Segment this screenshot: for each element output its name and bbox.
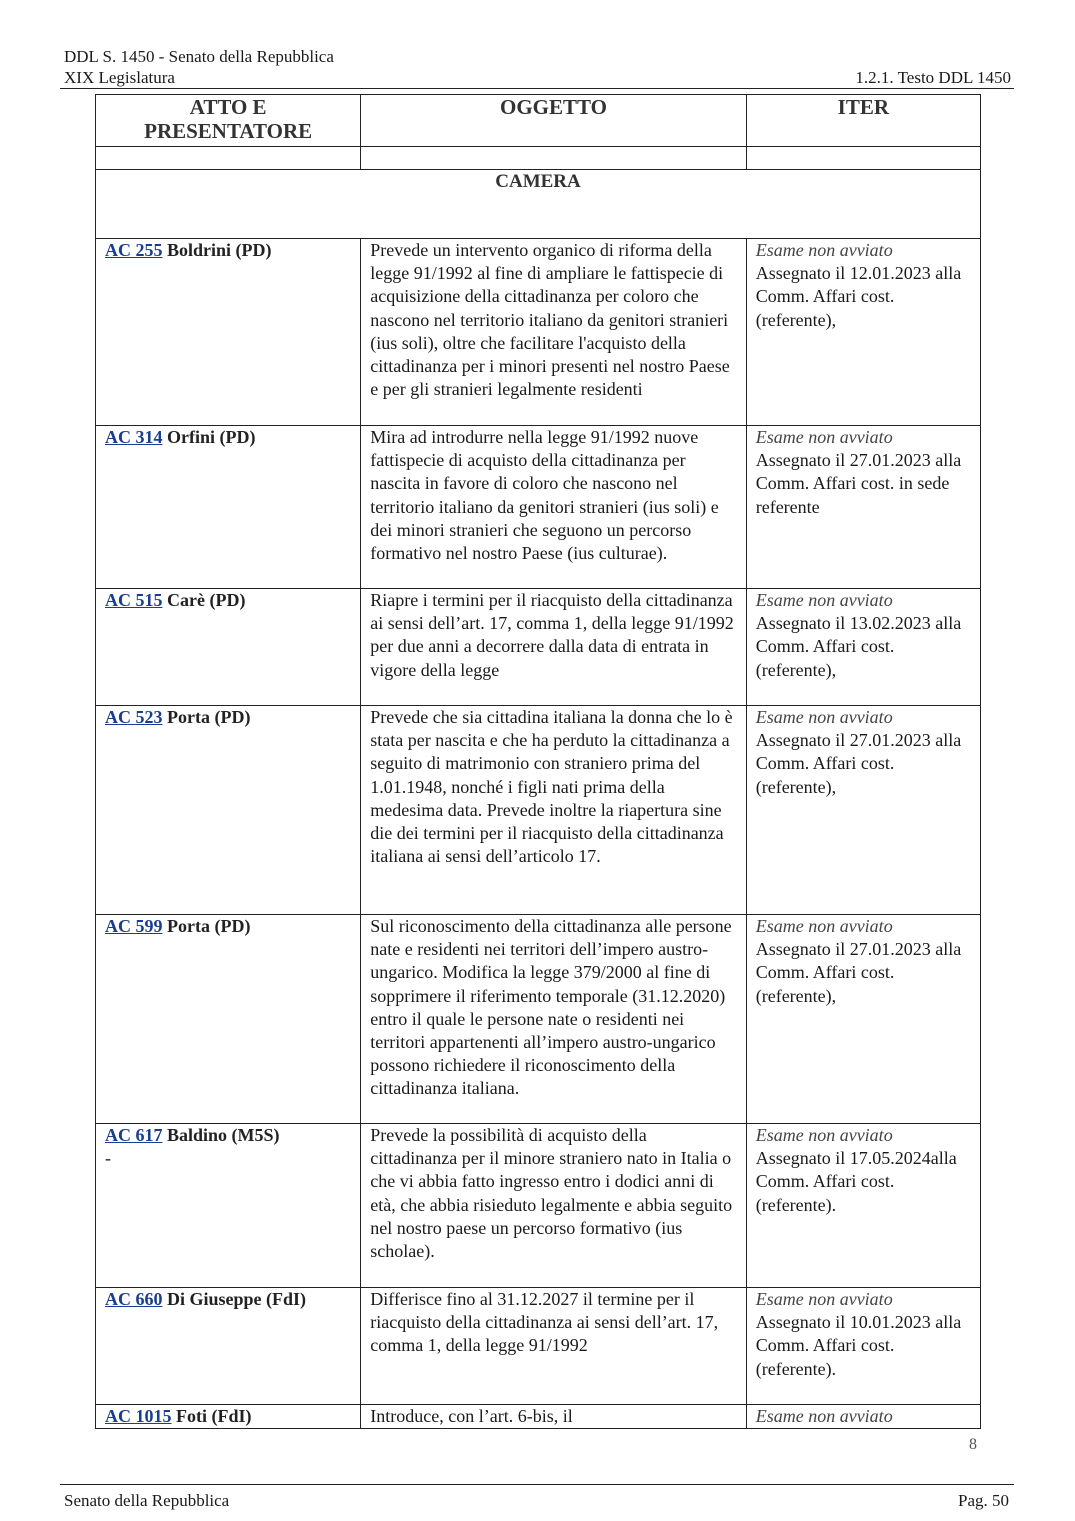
presenter: Porta (PD) — [167, 707, 251, 727]
act-link[interactable]: AC 314 — [105, 427, 163, 447]
act-link[interactable]: AC 255 — [105, 240, 163, 260]
iter-cell — [746, 915, 980, 1124]
table-row — [96, 1405, 981, 1429]
table-row — [96, 589, 981, 706]
iter-text: Assegnato il 17.05.2024alla Comm. Affari cost. (referente). — [755, 1148, 957, 1215]
oggetto-cell: Prevede che sia cittadina italiana la donna che lo è stata per nascita e che ha perduto la cittadinanza a seguito di matrimonio con straniero prima del 1.01.1948, nonché i figli nati prima della medesima data. Prevede inoltre la riapertura sine die dei termini per il riacquisto della cittadinanza italiana ai sensi dell’articolo 17. — [361, 706, 746, 915]
column-header-oggetto: OGGETTO — [361, 95, 746, 147]
footer-divider — [60, 1484, 1014, 1485]
column-header-atto: ATTO E PRESENTATORE — [96, 95, 361, 147]
table-row — [96, 1124, 981, 1288]
act-link[interactable]: AC 1015 — [105, 1406, 172, 1426]
footer-page: Pag. 50 — [958, 1491, 1009, 1510]
presenter: Boldrini (PD) — [167, 240, 272, 260]
header-legislature: XIX Legislatura — [64, 68, 175, 87]
footer-source: Senato della Repubblica — [64, 1491, 230, 1510]
table-header-row — [96, 95, 981, 147]
iter-text: Assegnato il 10.01.2023 alla Comm. Affari cost. (referente). — [755, 1312, 962, 1379]
presenter: Porta (PD) — [167, 916, 251, 936]
presenter-note: - — [105, 1148, 111, 1169]
section-row — [96, 170, 981, 239]
table-row — [96, 239, 981, 426]
oggetto-cell: Differisce fino al 31.12.2027 il termine per il riacquisto della cittadinanza ai sensi dell’art. 17, comma 1, della legge 91/1992 — [361, 1288, 746, 1405]
iter-text: Assegnato il 12.01.2023 alla Comm. Affari cost. (referente), — [755, 263, 962, 330]
iter-text: Assegnato il 27.01.2023 alla Comm. Affari cost. (referente), — [755, 730, 962, 797]
act-link[interactable]: AC 523 — [105, 707, 163, 727]
iter-state: Esame non avviato — [755, 1406, 893, 1426]
iter-text: Assegnato il 27.01.2023 alla Comm. Affari cost. in sede referente — [755, 450, 962, 517]
oggetto-cell: Riapre i termini per il riacquisto della cittadinanza ai sensi dell’art. 17, comma 1, della legge 91/1992 per due anni a decorrere dalla data di entrata in vigore della legge — [361, 589, 746, 706]
iter-state: Esame non avviato — [755, 1289, 893, 1309]
act-link[interactable]: AC 515 — [105, 590, 163, 610]
iter-state: Esame non avviato — [755, 916, 893, 936]
act-link[interactable]: AC 660 — [105, 1289, 163, 1309]
presenter: Orfini (PD) — [167, 427, 256, 447]
iter-cell — [746, 1124, 980, 1288]
table-row — [96, 706, 981, 915]
act-link[interactable]: AC 617 — [105, 1125, 163, 1145]
bills-table — [95, 94, 981, 1429]
iter-state: Esame non avviato — [755, 240, 893, 260]
iter-cell — [746, 706, 980, 915]
iter-cell — [746, 1288, 980, 1405]
section-title: CAMERA — [96, 170, 981, 239]
iter-state: Esame non avviato — [755, 1125, 893, 1145]
table-row — [96, 1288, 981, 1405]
iter-state: Esame non avviato — [755, 590, 893, 610]
oggetto-cell: Mira ad introdurre nella legge 91/1992 nuove fattispecie di acquisto della cittadinanza per nascita in favore di coloro che nascono nel territorio italiano da genitori stranieri (ius soli) e dei minori stranieri che seguono un percorso formativo nel nostro Paese (ius culturae). — [361, 426, 746, 589]
atto-cell — [96, 239, 361, 426]
presenter: Foti (FdI) — [176, 1406, 252, 1426]
iter-cell — [746, 1405, 980, 1429]
header-section: 1.2.1. Testo DDL 1450 — [855, 68, 1011, 87]
spacer-row — [96, 147, 981, 170]
atto-cell — [96, 426, 361, 589]
header-title: DDL S. 1450 - Senato della Repubblica — [64, 47, 334, 66]
iter-state: Esame non avviato — [755, 707, 893, 727]
atto-cell — [96, 1405, 361, 1429]
atto-cell — [96, 706, 361, 915]
iter-state: Esame non avviato — [755, 427, 893, 447]
oggetto-cell: Sul riconoscimento della cittadinanza alle persone nate e residenti nei territori dell’impero austro-ungarico. Modifica la legge 379/2000 al fine di sopprimere il riferimento temporale (31.12.2020) entro il quale le persone nate o residenti nei territori appartenenti all’impero austro-ungarico possono richiedere il riconoscimento della cittadinanza italiana. — [361, 915, 746, 1124]
table-row — [96, 426, 981, 589]
oggetto-cell: Prevede un intervento organico di riforma della legge 91/1992 al fine di ampliare le fattispecie di acquisizione della cittadinanza per coloro che nascono nel territorio italiano da genitori stranieri (ius soli), oltre che facilitare l'acquisto della cittadinanza per i minori presenti nel nostro Paese e per gli stranieri legalmente residenti — [361, 239, 746, 426]
presenter: Baldino (M5S) — [167, 1125, 280, 1145]
oggetto-cell: Introduce, con l’art. 6-bis, il — [361, 1405, 746, 1429]
atto-cell — [96, 915, 361, 1124]
iter-text: Assegnato il 13.02.2023 alla Comm. Affari cost. (referente), — [755, 613, 962, 680]
presenter: Carè (PD) — [167, 590, 246, 610]
column-header-iter: ITER — [746, 95, 980, 147]
iter-cell — [746, 239, 980, 426]
presenter: Di Giuseppe (FdI) — [167, 1289, 307, 1309]
iter-cell — [746, 426, 980, 589]
document-header — [64, 46, 334, 88]
page-number: 8 — [969, 1436, 977, 1453]
act-link[interactable]: AC 599 — [105, 916, 163, 936]
oggetto-cell: Prevede la possibilità di acquisto della cittadinanza per il minore straniero nato in Italia o che vi abbia fatto ingresso entro i dodici anni di età, che abbia risieduto legalmente e abbia seguito nel nostro paese un percorso formativo (ius scholae). — [361, 1124, 746, 1288]
iter-cell — [746, 589, 980, 706]
atto-cell — [96, 1288, 361, 1405]
header-divider — [60, 88, 1014, 89]
table-row — [96, 915, 981, 1124]
iter-text: Assegnato il 27.01.2023 alla Comm. Affari cost. (referente), — [755, 939, 962, 1006]
atto-cell — [96, 1124, 361, 1288]
atto-cell — [96, 589, 361, 706]
